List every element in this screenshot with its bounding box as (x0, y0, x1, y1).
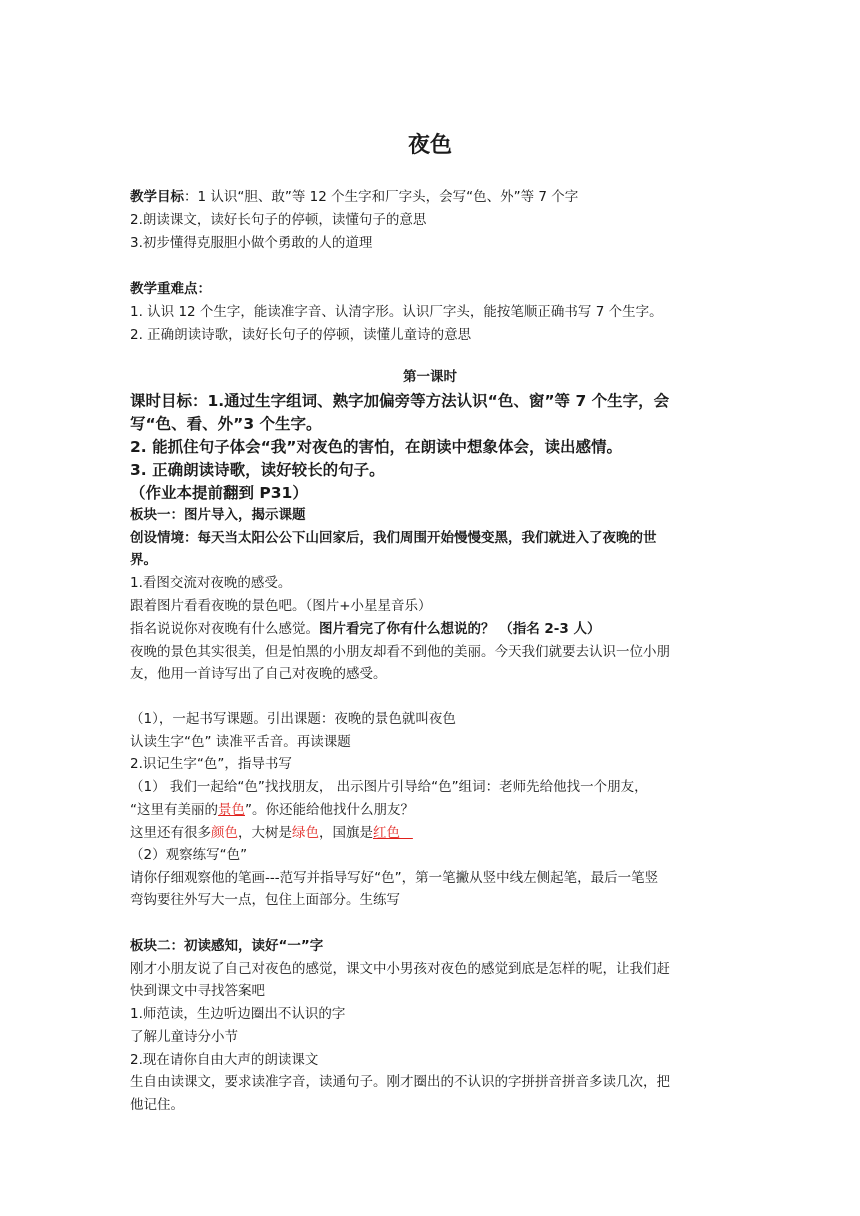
block-1-paragraph-8-text-b: ”。你还能给他找什么朋友？ (245, 802, 414, 818)
block-1-paragraph-3-plain: 指名说说你对夜晚有什么感觉。 (130, 621, 319, 637)
key-points-item-1: 1. 认识 12 个生字，能读准字音、认清字形。认识厂字头，能按笔顺正确书写 7 个生字。 (130, 304, 663, 320)
block-1-paragraph-5: （1），一起书写课题。引出课题：夜晚的景色就叫夜色 (130, 711, 456, 727)
block-1-paragraph-11-line-2: 弯钩要往外写大一点，包住上面部分。生练写 (130, 892, 400, 908)
block-2-paragraph-5-line-1: 生自由读课文，要求读准字音，读通句子。刚才圈出的不认识的字拼拼音拼音多读几次，把 (130, 1074, 670, 1090)
block-2-paragraph-1-line-2: 快到课文中寻找答案吧 (130, 983, 265, 999)
key-points-item-2: 2. 正确朗读诗歌，读好长句子的停顿，读懂儿童诗的意思 (130, 327, 472, 343)
teaching-goals-item-1: 1 认识“胆、敢”等 12 个生字和厂字头，会写“色、外”等 7 个字 (197, 189, 579, 205)
teaching-goals-item-3: 3.初步懂得克服胆小做个勇敢的人的道理 (130, 235, 373, 251)
lesson-1-objective-line-4: 3. 正确朗读诗歌，读好较长的句子。 (130, 461, 385, 479)
block-1-paragraph-6: 认读生字“色” 读准平舌音。再读课题 (130, 734, 351, 750)
block-1-paragraph-7: 2.识记生字“色”，指导书写 (130, 756, 292, 772)
lesson-1-objective-line-1: 课时目标：1.通过生字组词、熟字加偏旁等方法认识“色、窗”等 7 个生字，会 (130, 392, 670, 410)
lesson-1-objective-line-3: 2. 能抓住句子体会“我”对夜色的害怕，在朗读中想象体会，读出感情。 (130, 438, 622, 456)
block-2-paragraph-2: 1.师范读，生边听边圈出不认识的字 (130, 1006, 346, 1022)
highlight-word-hongse: 红色 (373, 825, 400, 841)
teaching-goals-item-2: 2.朗读课文，读好长句子的停顿，读懂句子的意思 (130, 212, 427, 228)
teaching-goals-label: 教学目标 (130, 189, 184, 205)
block-2-heading: 板块二：初读感知，读好“一”字 (130, 938, 324, 954)
block-1-paragraph-10: （2）观察练写“色” (130, 847, 248, 863)
block-1-paragraph-9-text-a: 这里还有很多 (130, 825, 211, 841)
block-1-paragraph-2: 跟着图片看看夜晚的景色吧。（图片+小星星音乐） (130, 598, 432, 614)
block-1-paragraph-9 (130, 823, 735, 843)
teaching-goals-line-1 (130, 187, 735, 207)
block-2-paragraph-3: 了解儿童诗分小节 (130, 1029, 238, 1045)
block-1-paragraph-8-text-a: “这里有美丽的 (130, 802, 218, 818)
highlight-word-jingse: 景色 (218, 802, 245, 818)
block-1-paragraph-4-line-1: 夜晚的景色其实很美，但是怕黑的小朋友却看不到他的美丽。今天我们就要去认识一位小朋 (130, 644, 670, 660)
block-2-paragraph-1-line-1: 刚才小朋友说了自己对夜色的感觉，课文中小男孩对夜色的感觉到底是怎样的呢，让我们赶 (130, 961, 670, 977)
key-points-heading: 教学重难点： (130, 281, 211, 297)
block-1-paragraph-4-line-2: 友，他用一首诗写出了自己对夜晚的感受。 (130, 666, 387, 682)
lesson-1-objective-line-2: 写“色、看、外”3 个生字。 (130, 415, 322, 433)
highlight-word-yanse: 颜色 (211, 825, 238, 841)
block-1-paragraph-8-line-1: （1） 我们一起给“色”找找朋友， 出示图片引导给“色”组词：老师先给他找一个朋友， (130, 779, 648, 795)
lesson-1-heading: 第一课时 (403, 369, 457, 385)
block-1-paragraph-9-text-b: ，大树是 (238, 825, 292, 841)
block-1-paragraph-3 (130, 619, 735, 639)
block-1-paragraph-3-bold: 图片看完了你有什么想说的？ （指名 2-3 人） (319, 621, 601, 637)
block-1-paragraph-11-line-1: 请你仔细观察他的笔画---范写并指导写好“色”，第一笔撇从竖中线左侧起笔，最后一笔竖 (130, 870, 659, 886)
block-1-paragraph-9-text-c: ，国旗是 (319, 825, 373, 841)
block-1-paragraph-1: 1.看图交流对夜晚的感受。 (130, 575, 292, 591)
block-1-scene-line-1: 创设情境：每天当太阳公公下山回家后，我们周围开始慢慢变黑，我们就进入了夜晚的世 (130, 530, 657, 546)
block-1-scene-line-2: 界。 (130, 552, 157, 568)
block-2-paragraph-4: 2.现在请你自由大声的朗读课文 (130, 1052, 319, 1068)
highlight-word-lvse: 绿色 (292, 825, 319, 841)
block-1-paragraph-8-line-2 (130, 800, 735, 820)
block-2-paragraph-5-line-2: 他记住。 (130, 1097, 184, 1113)
teaching-goals-separator: ： (184, 189, 198, 205)
block-1-heading: 板块一：图片导入，揭示课题 (130, 507, 306, 523)
document-title: 夜色 (407, 133, 452, 158)
lesson-1-objective-line-5: （作业本提前翻到 P31） (130, 484, 308, 502)
